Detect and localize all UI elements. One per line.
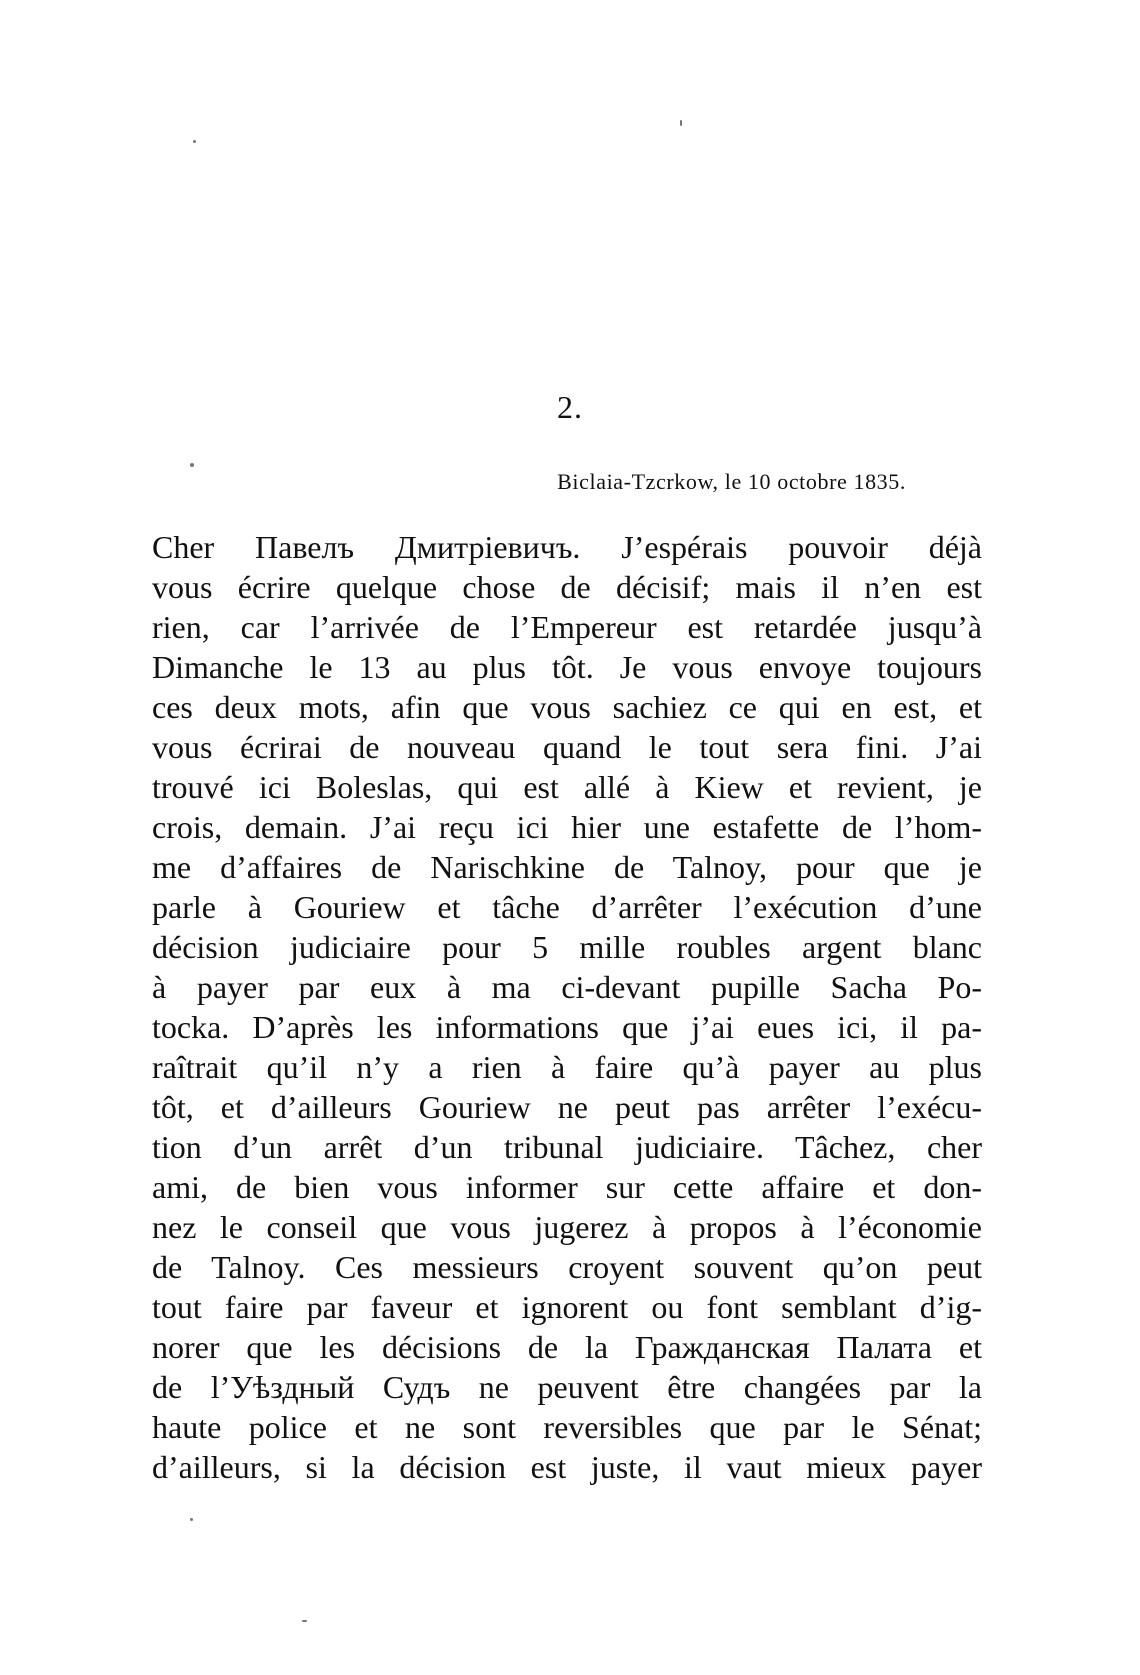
text-line: ces deux mots, afin que vous sachiez ce qui en est, et: [152, 689, 982, 725]
text-line: tion d’un arrêt d’un tribunal judiciaire. Tâchez, cher: [152, 1129, 982, 1165]
text-line: de Talnoy. Ces messieurs croyent souvent qu’on peut: [152, 1249, 982, 1285]
text-line: tout faire par faveur et ignorent ou font semblant d’ig-: [152, 1289, 982, 1325]
scan-speck: [302, 1620, 307, 1622]
scan-speck: [680, 120, 682, 126]
text-line: Cher Павелъ Дмитріевичъ. J’espérais pouvoir déjà: [152, 529, 982, 565]
text-line: haute police et ne sont reversibles que par le Sénat;: [152, 1409, 982, 1445]
text-line: ami, de bien vous informer sur cette affaire et don-: [152, 1169, 982, 1205]
text-line: crois, demain. J’ai reçu ici hier une estafette de l’hom-: [152, 809, 982, 845]
text-line: d’ailleurs, si la décision est juste, il vaut mieux payer: [152, 1449, 982, 1485]
text-line: tôt, et d’ailleurs Gouriew ne peut pas arrêter l’exécu-: [152, 1089, 982, 1125]
text-line: vous écrire quelque chose de décisif; mais il n’en est: [152, 569, 982, 605]
text-line: rien, car l’arrivée de l’Empereur est retardée jusqu’à: [152, 609, 982, 645]
text-line: décision judiciaire pour 5 mille roubles argent blanc: [152, 929, 982, 965]
text-line: parle à Gouriew et tâche d’arrêter l’exécution d’une: [152, 889, 982, 925]
text-line: me d’affaires de Narischkine de Talnoy, pour que je: [152, 849, 982, 885]
letter-number: 2.: [557, 389, 583, 425]
text-line: nez le conseil que vous jugerez à propos à l’économie: [152, 1209, 982, 1245]
text-line: raîtrait qu’il n’y a rien à faire qu’à payer au plus: [152, 1049, 982, 1085]
text-line: tocka. D’après les informations que j’ai eues ici, il pa-: [152, 1009, 982, 1045]
scan-speck: [190, 463, 194, 467]
text-line: norer que les décisions de la Гражданская Палата et: [152, 1329, 982, 1365]
letter-body: [152, 527, 982, 1487]
scan-speck: [190, 1518, 193, 1521]
text-line: de l’Уѣздный Судъ ne peuvent être changées par la: [152, 1369, 982, 1405]
text-line: à payer par eux à ma ci-devant pupille Sacha Po-: [152, 969, 982, 1005]
dateline: Biclaia-Tzcrkow, le 10 octobre 1835.: [557, 469, 906, 494]
text-line: trouvé ici Boleslas, qui est allé à Kiew et revient, je: [152, 769, 982, 805]
text-line: vous écrirai de nouveau quand le tout sera fini. J’ai: [152, 729, 982, 765]
scan-speck: [193, 140, 196, 143]
text-line: Dimanche le 13 au plus tôt. Je vous envoye toujours: [152, 649, 982, 685]
